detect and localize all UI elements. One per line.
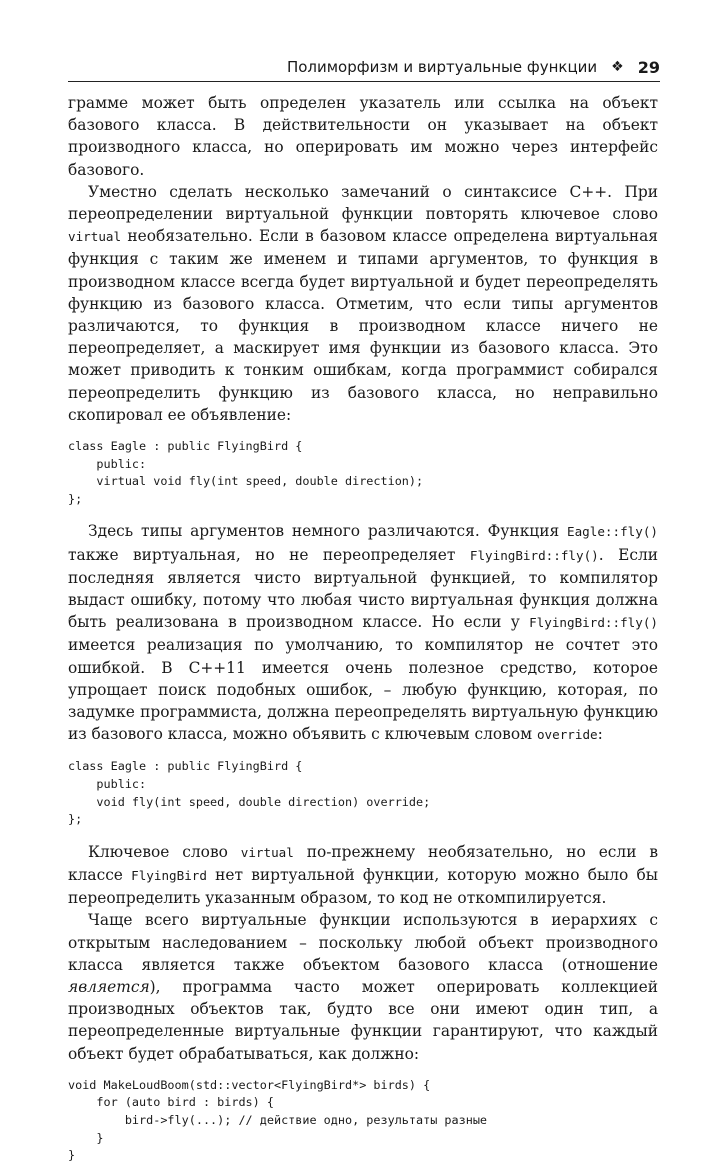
- paragraph-1: грамме может быть определен указатель или ссылка на объект базового класса. В действительности он указывает на объект производного класса, но оперировать им можно через интерфейс базового.: [68, 94, 658, 179]
- chapter-title: Полиморфизм и виртуальные функции: [286, 58, 598, 76]
- inline-code: FlyingBird::fly(): [529, 615, 658, 631]
- inline-code: Eagle::fly(): [567, 524, 658, 540]
- inline-code: FlyingBird: [131, 868, 207, 884]
- code-block-3: void MakeLoudBoom(std::vector<FlyingBird*> birds) { for (auto bird : birds) { bird->fly(...); // действие одно, результаты разные } }: [68, 1077, 488, 1163]
- paragraph-4: Ключевое слово virtual по-прежнему необязательно, но если в классе FlyingBird нет виртуальной функции, которую можно было бы переопределить указанным образом, то код не откомпилируется.: [68, 842, 659, 908]
- ornament-icon: ❖: [611, 59, 624, 75]
- paragraph-5: Чаще всего виртуальные функции используются в иерархиях с открытым наследованием – поскольку любой объект производного класса является также объектом базового класса (отношение является), программа часто может оперировать коллекцией производных объектов так, будто все они имеют один тип, а переопределенные виртуальные функции гарантируют, что каждый объект будет обрабатываться, как должно:: [68, 911, 658, 1063]
- inline-code: override: [536, 727, 598, 743]
- paragraph-2: Уместно сделать несколько замечаний о синтаксисе C++. При переопределении виртуальной функции повторять ключевое слово virtual необязательно. Если в базовом классе определена виртуальная функция с таким же именем и типами аргументов, то функция в производном классе всегда будет виртуальной и будет переопределять функцию из базового класса. Отметим, что если типы аргументов различаются, то функция в производном классе ничего не переопределяет, а маскирует имя функции из базового класса. Это может приводить к тонким ошибкам, когда программист собирался переопределить функцию из базового класса, но неправильно скопировал ее объявление:: [68, 182, 658, 424]
- inline-code: FlyingBird::fly(): [469, 547, 599, 563]
- code-block-2: class Eagle : public FlyingBird { public: void fly(int speed, double direction) override; };: [68, 759, 431, 827]
- page-body: [68, 92, 658, 1165]
- paragraph-3: Здесь типы аргументов немного различаются. Функция Eagle::fly() также виртуальная, но не переопределяет FlyingBird::fly(). Если последняя является чисто виртуальной функцией, то компилятор выдаст ошибку, потому что любая чисто виртуальная функция должна быть реализована в производном классе. Но если у FlyingBird::fly() имеется реализация по умолчанию, то компилятор не сочтет это ошибкой. В C++11 имеется очень полезное средство, которое упрощает поиск подобных ошибок, – любую функцию, которая, по задумке программиста, должна переопределять виртуальную функцию из базового класса, можно объявить с ключевым словом override:: [68, 522, 658, 744]
- emphasis: является: [68, 978, 150, 997]
- code-block-1: class Eagle : public FlyingBird { public: virtual void fly(int speed, double direction); };: [68, 439, 424, 506]
- inline-code: virtual: [68, 229, 122, 245]
- inline-code: virtual: [240, 844, 294, 860]
- page-number: 29: [637, 57, 660, 77]
- running-header: [68, 55, 660, 82]
